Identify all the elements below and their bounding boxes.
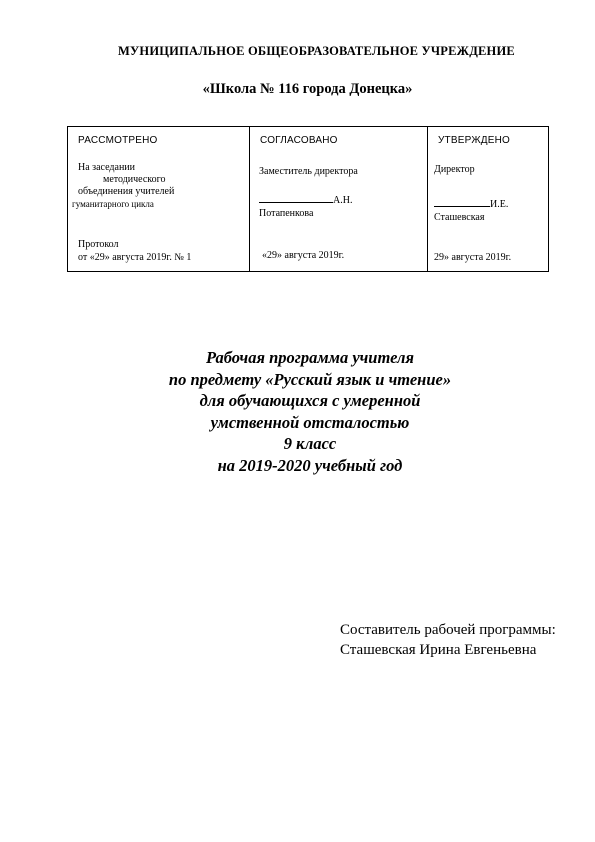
- approved-signature-row: [434, 197, 508, 211]
- considered-cell: [68, 127, 249, 271]
- considered-line4: гуманитарного цикла: [72, 199, 154, 209]
- approved-cell: [427, 127, 548, 271]
- title-line: по предмету «Русский язык и чтение»: [168, 369, 452, 389]
- title-line: 9 класс: [283, 434, 337, 453]
- approved-initials: И.Е.: [490, 199, 509, 210]
- agreed-signature-row: [259, 193, 352, 207]
- agreed-heading: СОГЛАСОВАНО: [260, 135, 338, 146]
- agreed-initials: А.Н.: [333, 195, 353, 206]
- signature-line: [259, 193, 333, 203]
- signature-line: [434, 197, 490, 207]
- protocol-label: Протокол: [78, 239, 119, 250]
- composer-block: [340, 620, 556, 660]
- approved-heading: УТВЕРЖДЕНО: [438, 135, 511, 146]
- approved-surname: Сташевская: [434, 212, 485, 223]
- approval-table: [67, 126, 549, 272]
- approved-role: Директор: [434, 164, 475, 175]
- agreed-date: «29» августа 2019г.: [262, 250, 345, 261]
- composer-name: Сташевская Ирина Евгеньевна: [340, 642, 537, 658]
- protocol-date: от «29» августа 2019г. № 1: [78, 252, 192, 263]
- program-title: [120, 347, 500, 476]
- approved-date: 29» августа 2019г.: [434, 252, 512, 263]
- title-line: Рабочая программа учителя: [206, 348, 414, 367]
- title-line: для обучающихся с умеренной: [199, 391, 421, 410]
- composer-label: Составитель рабочей программы:: [340, 622, 556, 638]
- agreed-role: Заместитель директора: [259, 166, 358, 177]
- school-name: «Школа № 116 города Донецка»: [202, 81, 413, 97]
- considered-heading: РАССМОТРЕНО: [78, 135, 158, 146]
- institution-name: МУНИЦИПАЛЬНОЕ ОБЩЕОБРАЗОВАТЕЛЬНОЕ УЧРЕЖДЕНИЕ: [118, 44, 515, 58]
- agreed-cell: [249, 127, 428, 271]
- title-line: на 2019-2020 учебный год: [217, 455, 403, 475]
- considered-line2: методического: [103, 174, 166, 185]
- considered-line1: На заседании: [78, 162, 135, 173]
- agreed-surname: Потапенкова: [259, 208, 314, 219]
- title-line: умственной отсталостью: [210, 412, 410, 432]
- considered-line3: объединения учителей: [78, 186, 175, 197]
